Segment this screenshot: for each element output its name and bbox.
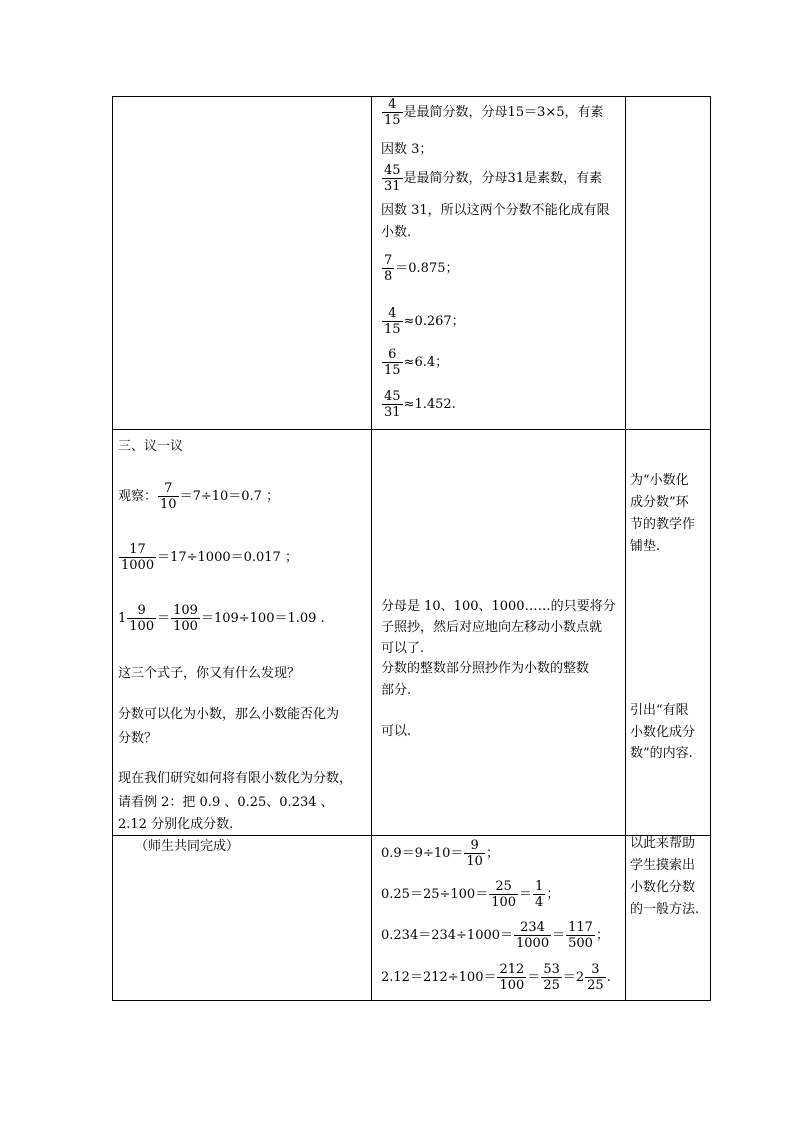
fraction: $\frac{109}{100}$	[173, 603, 198, 634]
answer-text: 可以.	[381, 724, 412, 739]
answer-text: 分母是 10、100、1000……的只要将分	[381, 599, 616, 614]
equation-line: 0.9＝9÷10＝ $\frac{9}{10}$ ；	[381, 838, 499, 869]
note-text: 为“小数化	[630, 473, 689, 488]
fraction-line: $\frac{7}{8}$ ＝0.875；	[384, 253, 459, 284]
text-line: 因数 3；	[381, 142, 433, 157]
fraction: $\frac{212}{100}$	[499, 962, 525, 993]
answer-text: 可以了.	[381, 641, 425, 656]
fraction: $\frac{7}{8}$	[384, 253, 393, 284]
fraction: $\frac{4}{15}$	[384, 97, 401, 128]
fraction: $\frac{7}{10}$	[160, 481, 177, 512]
fraction-line: $\frac{6}{15}$ ≈6.4；	[384, 347, 449, 378]
table-border	[112, 96, 113, 1001]
section-heading: 三、议一议	[118, 439, 184, 454]
note-text: 成分数”环	[630, 495, 689, 510]
note-text: 以此来帮助	[630, 836, 696, 851]
fraction: $\frac{45}{31}$	[384, 163, 401, 194]
fraction-line: $\frac{4}{15}$ ≈0.267；	[384, 306, 465, 337]
equation-line: 2.12＝212÷100＝ $\frac{212}{100}$ ＝ $\frac{53}{25}$ ＝2 $\frac{3}{25}$ .	[381, 962, 611, 993]
note-text: 数”的内容.	[630, 746, 693, 761]
fraction: $\frac{9}{10}$	[466, 838, 483, 869]
answer-text: 子照抄，然后对应地向左移动小数点就	[381, 620, 603, 635]
note-text: 小数化成分	[630, 725, 696, 740]
fraction: $\frac{234}{1000}$	[516, 920, 550, 951]
question-text: 请看例 2：把 0.9 、0.25、0.234 、	[118, 795, 334, 810]
question-text: 现在我们研究如何将有限小数化为分数，	[118, 771, 353, 786]
fraction: $\frac{1}{4}$	[535, 879, 544, 910]
fraction-line: $\frac{45}{31}$ ≈1.452.	[384, 389, 456, 420]
table-border	[710, 96, 711, 1001]
observation-line: 观察： $\frac{7}{10}$ ＝7÷10＝0.7 ；	[118, 481, 280, 512]
row-divider	[112, 429, 711, 430]
question-text: 这三个式子，你又有什么发现？	[118, 666, 301, 681]
answer-text: 部分.	[381, 683, 412, 698]
observation-line: $\frac{17}{1000}$ ＝17÷1000＝0.017 ；	[121, 542, 298, 573]
note-text: 引出“有限	[630, 703, 689, 718]
note-text: 节的教学作	[630, 517, 696, 532]
fraction-line: $\frac{4}{15}$ 是最简分数，分母15＝3×5，有素	[384, 97, 604, 128]
fraction: $\frac{4}{15}$	[384, 306, 401, 337]
table-border	[112, 1000, 711, 1001]
fraction-line: $\frac{45}{31}$ 是最简分数，分母31是素数，有素	[384, 163, 603, 194]
column-divider	[371, 96, 372, 1001]
fraction: $\frac{3}{25}$	[587, 962, 604, 993]
row-divider	[112, 835, 711, 836]
fraction: $\frac{6}{15}$	[384, 347, 401, 378]
note-text: 的一般方法.	[630, 902, 700, 917]
equation-line: 0.234＝234÷1000＝ $\frac{234}{1000}$ ＝ $\frac{117}{500}$ ；	[381, 920, 609, 951]
fraction: $\frac{25}{100}$	[491, 879, 517, 910]
fraction: $\frac{53}{25}$	[543, 962, 560, 993]
note-text: 学生摸索出	[630, 858, 696, 873]
column-divider	[625, 96, 626, 1001]
fraction: $\frac{45}{31}$	[384, 389, 401, 420]
text-line: 因数 31，所以这两个分数不能化成有限	[381, 203, 610, 218]
text-line: 小数.	[381, 225, 412, 240]
question-text: 2.12 分别化成分数.	[118, 817, 234, 832]
activity-note: （师生共同完成）	[135, 839, 240, 854]
fraction: $\frac{9}{100}$	[129, 603, 155, 634]
answer-text: 分数的整数部分照抄作为小数的整数	[381, 661, 590, 676]
note-text: 铺垫.	[630, 539, 661, 554]
observation-line: 1 $\frac{9}{100}$ ＝ $\frac{109}{100}$ ＝109÷100＝1.09 .	[118, 603, 325, 634]
fraction: $\frac{17}{1000}$	[121, 542, 155, 573]
question-text: 分数？	[118, 731, 158, 746]
equation-line: 0.25＝25÷100＝ $\frac{25}{100}$ ＝ $\frac{1}{4}$ ；	[381, 879, 560, 910]
question-text: 分数可以化为小数，那么小数能否化为	[118, 707, 340, 722]
note-text: 小数化分数	[630, 880, 696, 895]
fraction: $\frac{117}{500}$	[568, 920, 593, 951]
